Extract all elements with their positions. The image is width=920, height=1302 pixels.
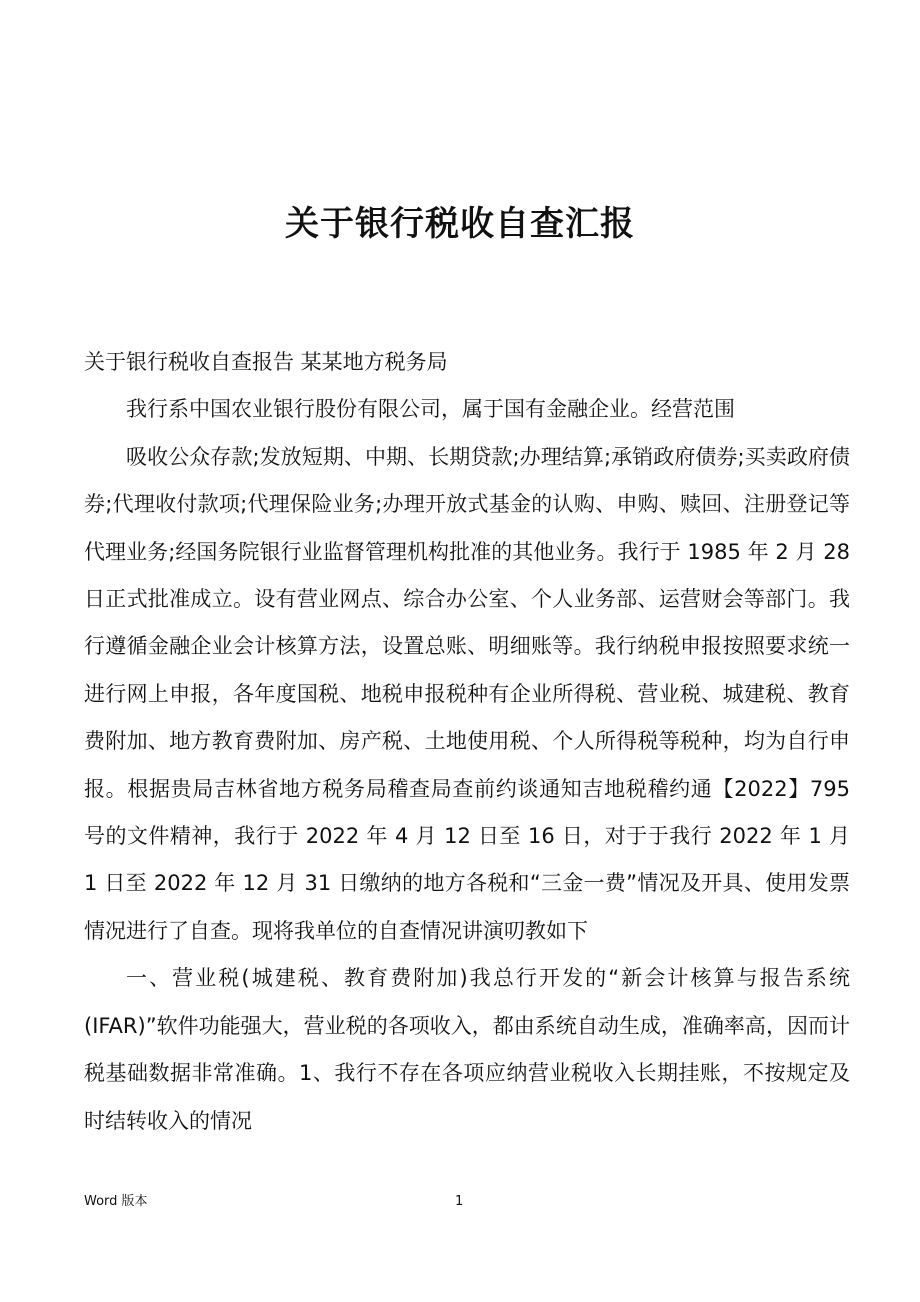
paragraph-business-scope: 吸收公众存款;发放短期、中期、长期贷款;办理结算;承销政府债券;买卖政府债券;代理收付款项;代理保险业务;办理开放式基金的认购、申购、赎回、注册登记等代理业务;经国务院银行业监督管理机构批准的其他业务。我行于 1985 年 2 月 28 日正式批准成立。设有营业网点、综合办公室、个人业务部、运营财会等部门。我行遵循金融企业会计核算方法，设置总账、明细账等。我行纳税申报按照要求统一进行网上申报，各年度国税、地税申报税种有企业所得税、营业税、城建税、教育费附加、地方教育费附加、房产税、土地使用税、个人所得税等税种，均为自行申报。根据贵局吉林省地方税务局稽查局查前约谈通知吉地税稽约通【2022】795 号的文件精神，我行于 2022 年 4 月 12 日至 16 日，对于于我行 2022 年 1 月 1 日至 2022 年 12 月 31 日缴纳的地方各税和“三金一费”情况及开具、使用发票情况进行了自查。现将我单位的自查情况讲演叨教如下 [84,444,850,943]
document-title: 关于银行税收自查汇报 [285,204,635,244]
footer-label: Word 版本 [84,1194,148,1209]
paragraph-intro: 我行系中国农业银行股份有限公司，属于国有金融企业。经营范围 [126,397,735,422]
paragraph-business-tax: 一、营业税(城建税、教育费附加)我总行开发的“新会计核算与报告系统(IFAR)”软件功能强大，营业税的各项收入，都由系统自动生成，准确率高，因而计税基础数据非常准确。1、我行不存在各项应纳营业税收入长期挂账，不按规定及时结转收入的情况 [84,966,850,1133]
document-body [84,339,850,1145]
recipient-line: 关于银行税收自查报告 某某地方税务局 [84,350,448,374]
page-number: 1 [455,1194,464,1209]
